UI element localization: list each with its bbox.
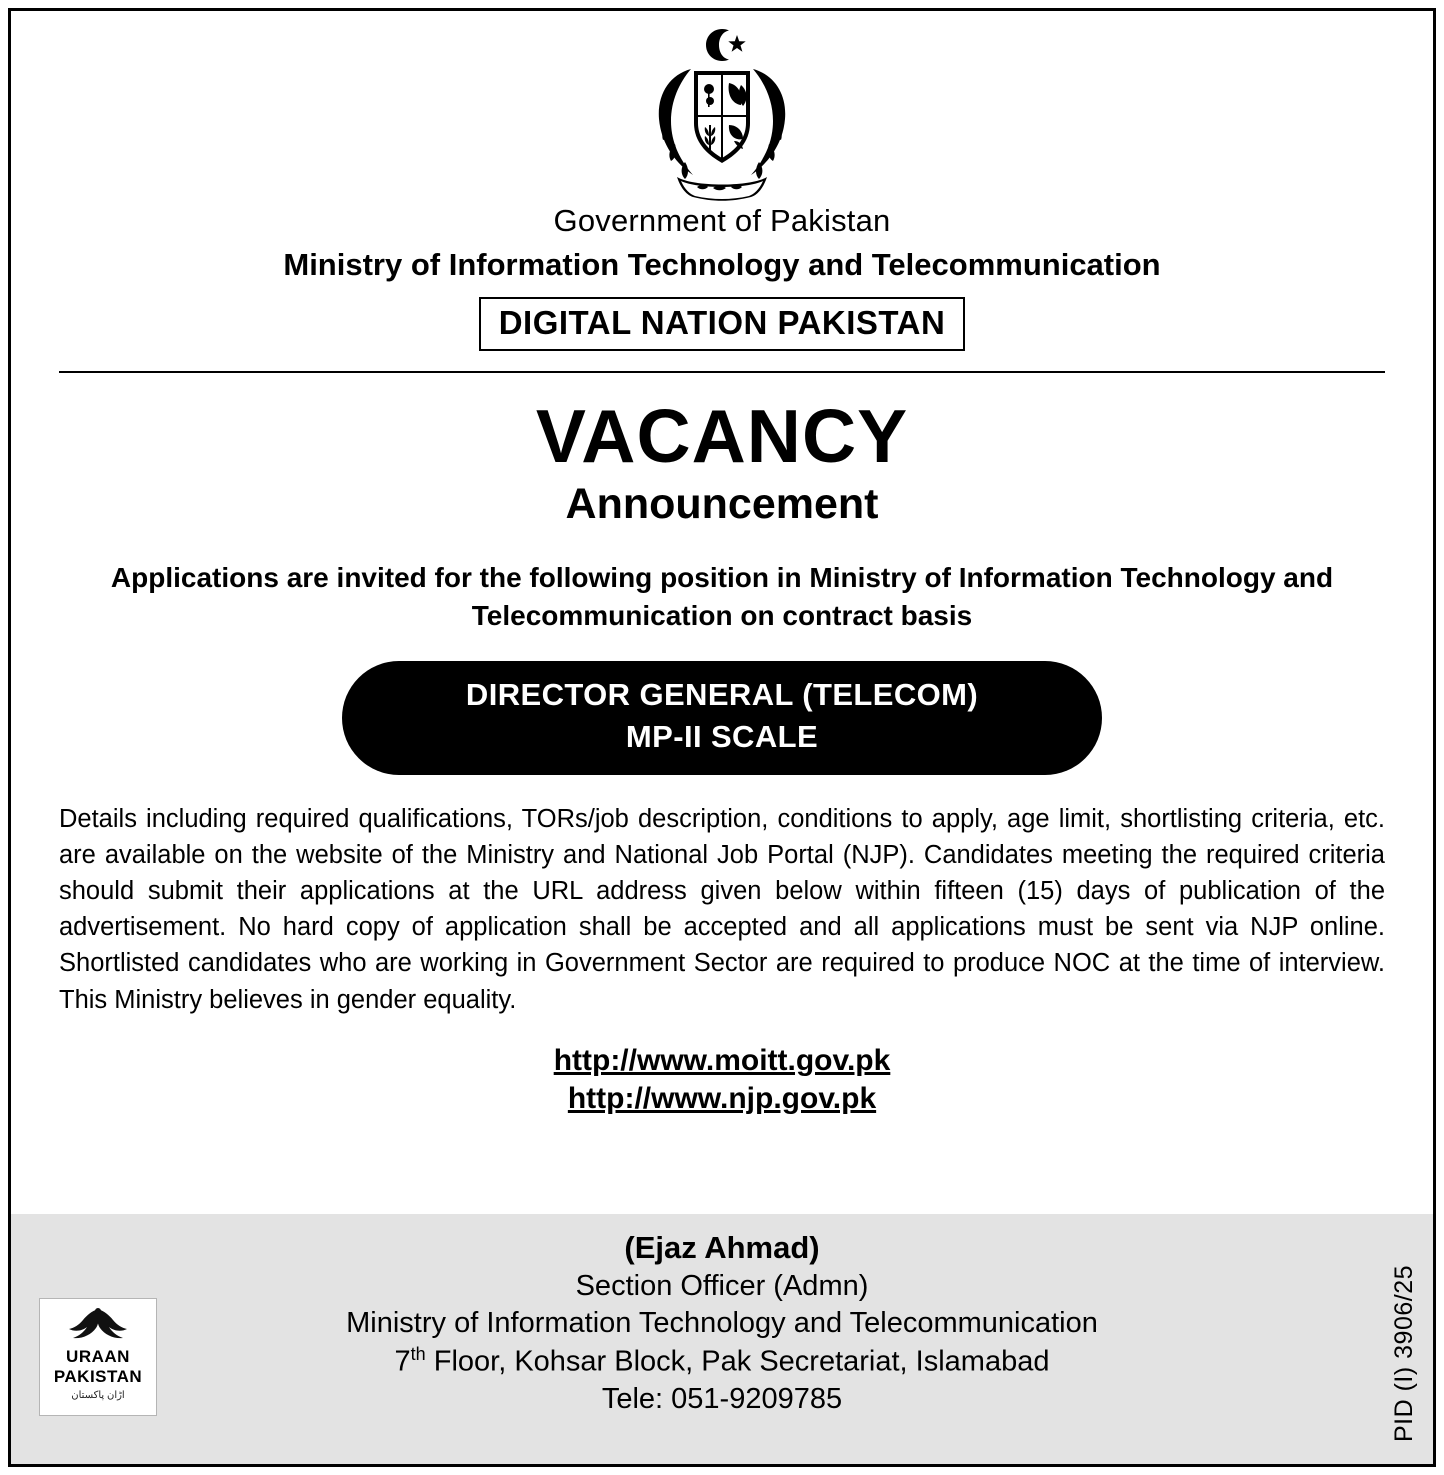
position-title: DIRECTOR GENERAL (TELECOM)	[465, 676, 979, 712]
uraan-pakistan-logo	[39, 1298, 157, 1416]
ministry-line: Ministry of Information Technology and Telecommunication	[283, 247, 1161, 282]
footer-telephone: Tele: 051-9209785	[601, 1382, 843, 1415]
advertisement-border	[8, 8, 1436, 1467]
pid-number: PID (I) 3906/25	[1390, 1264, 1418, 1442]
footer-address	[131, 1344, 1313, 1379]
officer-designation: Section Officer (Admn)	[575, 1270, 869, 1302]
program-badge-container	[11, 297, 1433, 351]
position-container	[11, 661, 1433, 775]
page-title: VACANCY	[535, 394, 909, 478]
officer-name: (Ejaz Ahmad)	[624, 1230, 820, 1265]
position-scale: MP-II SCALE	[625, 718, 819, 754]
uraan-logo-line2: PAKISTAN	[53, 1367, 143, 1386]
position-badge	[342, 661, 1102, 775]
address-floor-suffix: th	[410, 1344, 426, 1364]
header-divider	[59, 371, 1385, 373]
footer-contact-block	[11, 1230, 1433, 1416]
address-rest: Floor, Kohsar Block, Pak Secretariat, Islamabad	[425, 1345, 1050, 1378]
links-container	[11, 1040, 1433, 1116]
footer-organization: Ministry of Information Technology and Telecommunication	[346, 1307, 1098, 1339]
page-subtitle: Announcement	[565, 480, 879, 528]
footer	[11, 1214, 1433, 1464]
emblem-container	[11, 11, 1433, 201]
state-emblem-icon	[617, 25, 827, 208]
invitation-text: Applications are invited for the following position in Ministry of Information Technology and Telecommunication on contract basis	[110, 562, 1334, 631]
eagle-icon	[40, 1305, 156, 1345]
ministry-website-link[interactable]: http://www.moitt.gov.pk	[553, 1043, 891, 1077]
address-floor-number: 7	[394, 1345, 411, 1378]
government-line: Government of Pakistan	[553, 203, 891, 238]
njp-website-link[interactable]: http://www.njp.gov.pk	[567, 1081, 877, 1115]
digital-nation-pakistan-badge: DIGITAL NATION PAKISTAN	[479, 297, 966, 351]
uraan-logo-urdu: اڑان پاکستان	[71, 1390, 125, 1401]
details-paragraph: Details including required qualifications, TORs/job description, conditions to apply, age limit, shortlisting criteria, etc. are available on the website of the Ministry and National Job Portal (NJP). Candidates meeting the required criteria should submit their applications at the URL address given below within fifteen (15) days of publication of the advertisement. No hard copy of application shall be accepted and all applications must be sent via NJP online. Shortlisted candidates who are working in Government Sector are required to produce NOC at the time of interview. This Ministry believes in gender equality.	[59, 804, 1385, 1014]
uraan-logo-line1: URAAN	[66, 1347, 130, 1366]
